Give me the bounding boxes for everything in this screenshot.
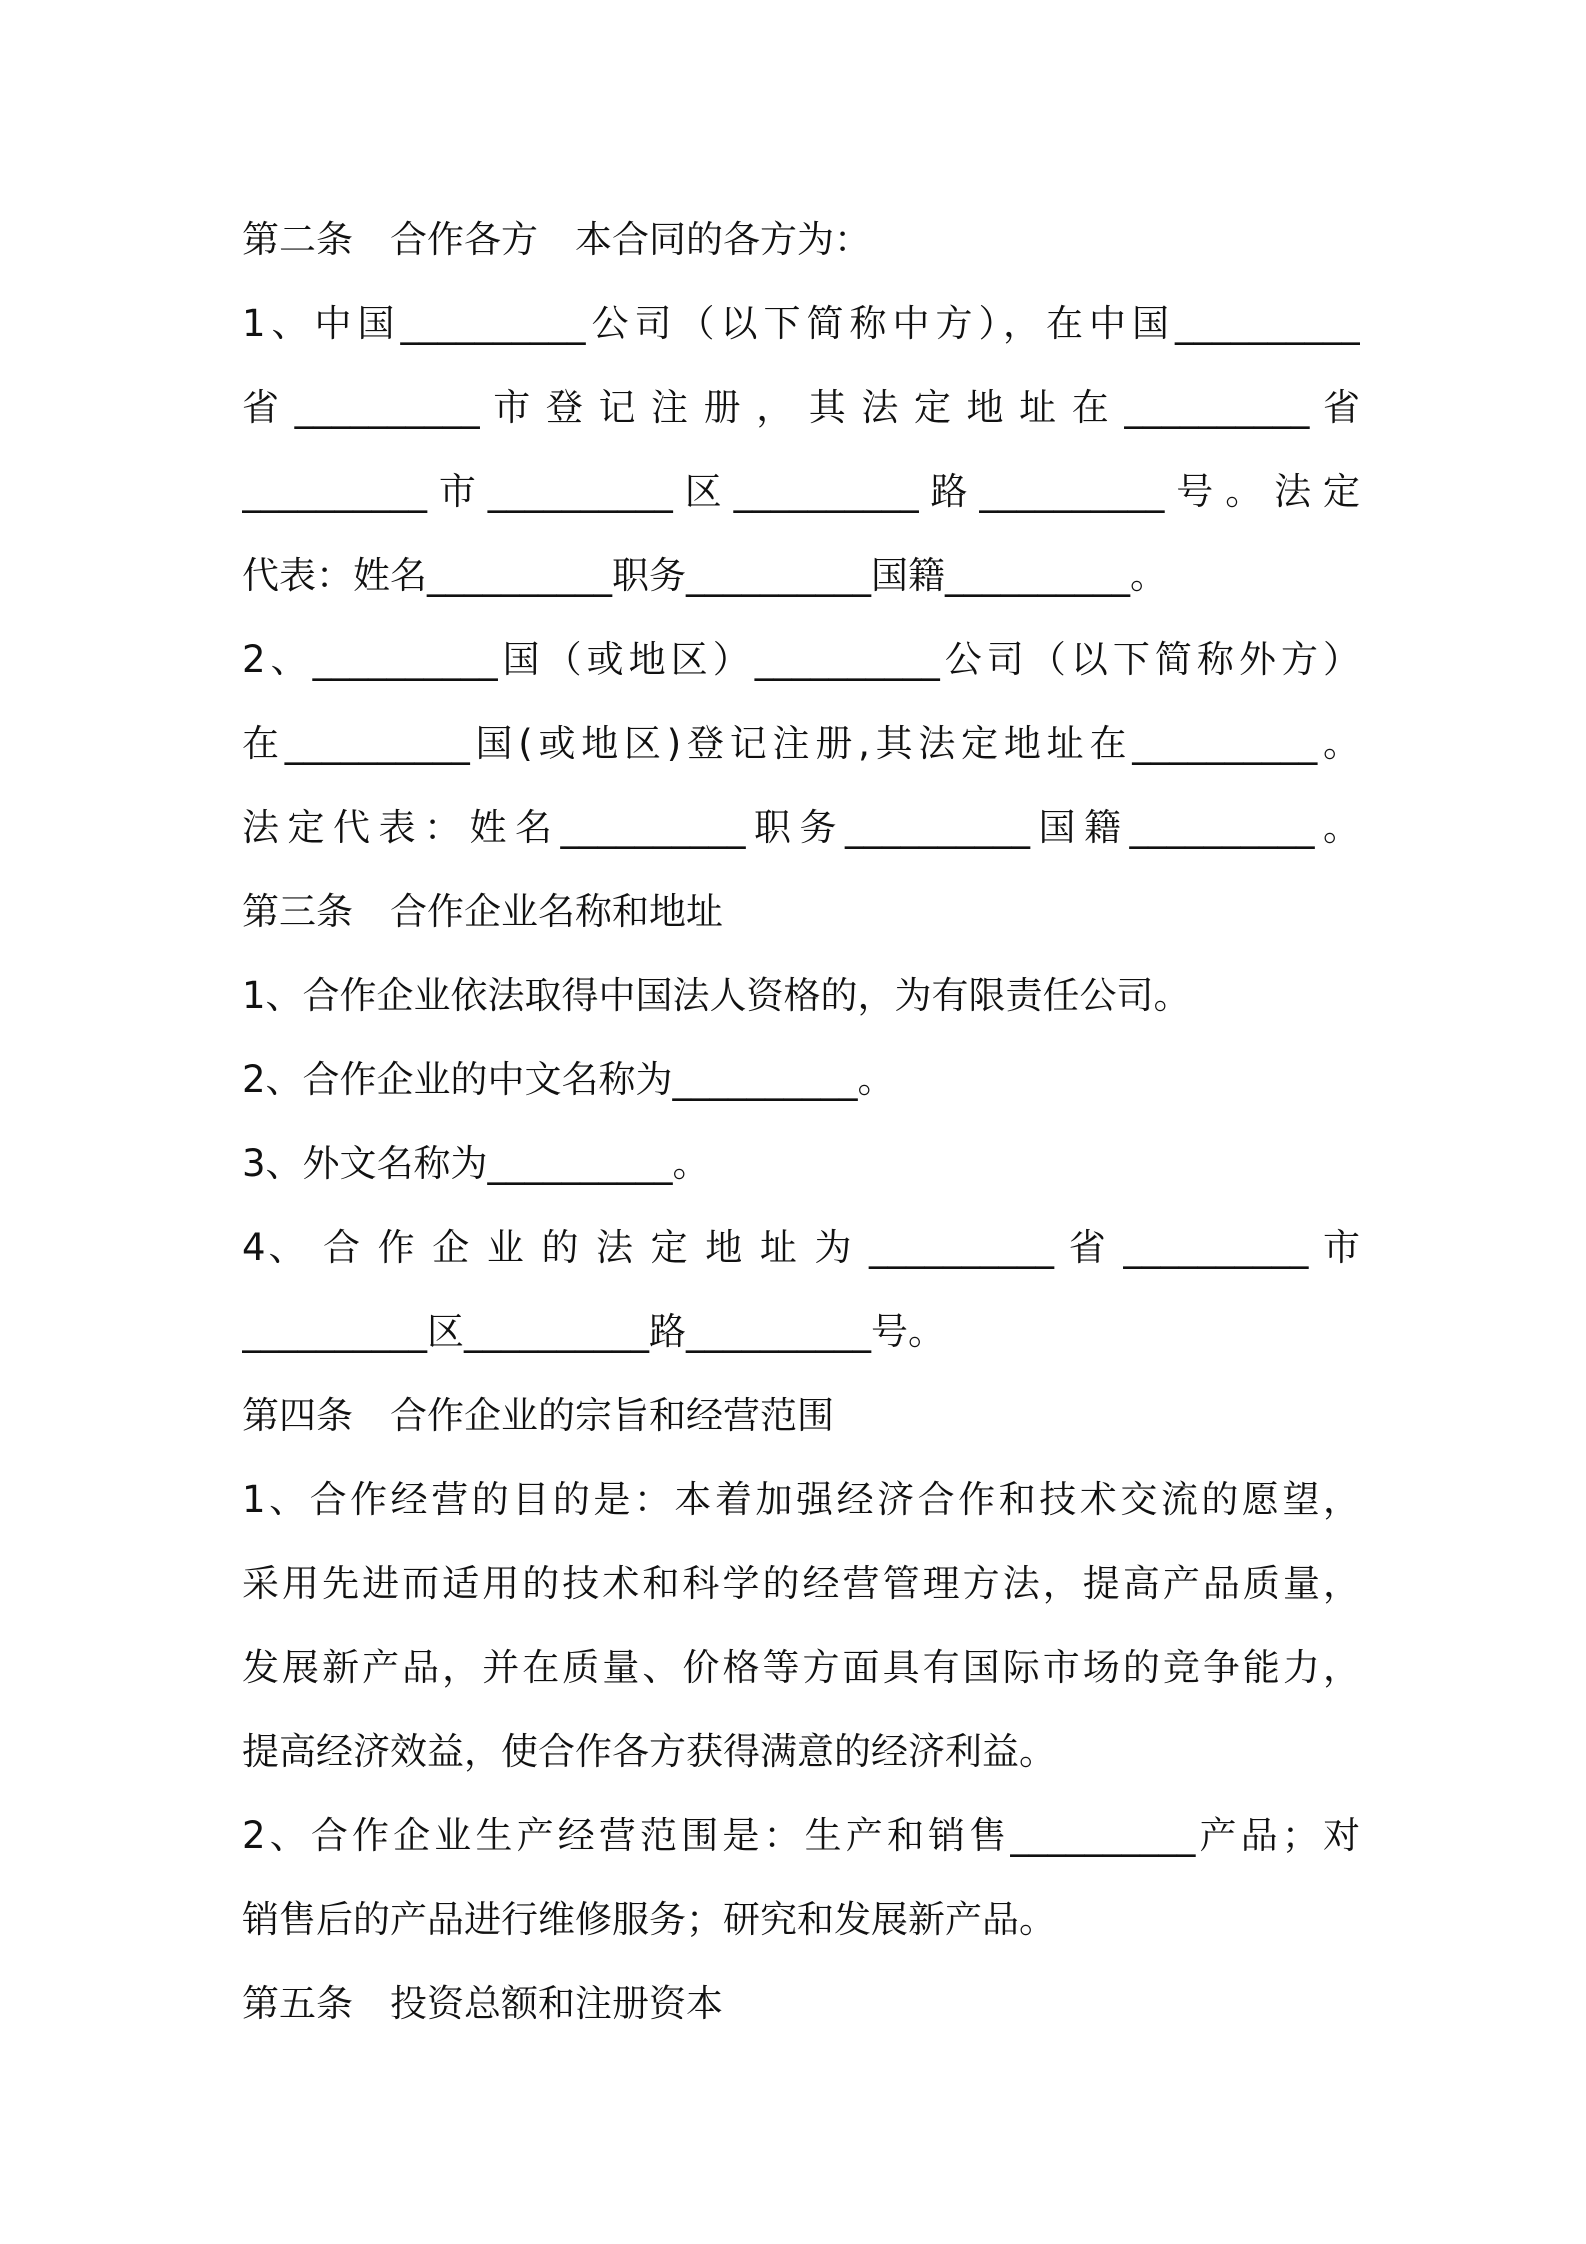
- article-2-heading: 第二条 合作各方 本合同的各方为：: [242, 218, 871, 261]
- party-2-line-2: 在__________国(或地区)登记注册,其法定地址在__________。: [242, 722, 1360, 765]
- article-3-item-1: 1、合作企业依法取得中国法人资格的，为有限责任公司。: [242, 974, 1191, 1017]
- article-3-item-4-line-2: __________区__________路__________号。: [242, 1310, 945, 1353]
- party-1-line-4: 代表：姓名__________职务__________国籍__________。: [242, 554, 1167, 597]
- article-4-item-1-line-3: 发展新产品，并在质量、价格等方面具有国际市场的竞争能力，: [242, 1646, 1360, 1689]
- article-4-item-1-line-2: 采用先进而适用的技术和科学的经营管理方法，提高产品质量，: [242, 1562, 1360, 1605]
- article-4-item-1-line-1: 1、合作经营的目的是：本着加强经济合作和技术交流的愿望，: [242, 1478, 1360, 1521]
- article-3-item-3: 3、外文名称为__________。: [242, 1142, 710, 1185]
- article-4-heading: 第四条 合作企业的宗旨和经营范围: [242, 1394, 834, 1437]
- article-3-item-4-line-1: 4、 合 作 企 业 的 法 定 地 址 为 __________ 省 __________ 市: [242, 1226, 1360, 1269]
- party-2-line-1: 2、__________国（或地区）__________公司（以下简称外方）: [242, 638, 1360, 681]
- document-body: [242, 198, 1360, 2046]
- article-5-heading: 第五条 投资总额和注册资本: [242, 1982, 723, 2025]
- party-1-line-2: 省 __________ 市 登 记 注 册 ， 其 法 定 地 址 在 __________ 省: [242, 386, 1360, 429]
- article-3-item-2: 2、合作企业的中文名称为__________。: [242, 1058, 895, 1101]
- article-4-item-2-line-2: 销售后的产品进行维修服务；研究和发展新产品。: [242, 1898, 1056, 1941]
- article-4-item-2-line-1: 2、合作企业生产经营范围是：生产和销售__________产品；对: [242, 1814, 1360, 1857]
- party-2-line-3: 法定代表：姓名__________职务__________国籍__________。: [242, 806, 1360, 849]
- article-4-item-1-line-4: 提高经济效益，使合作各方获得满意的经济利益。: [242, 1730, 1056, 1773]
- party-1-line-1: 1、中国__________公司（以下简称中方），在中国__________: [242, 302, 1360, 345]
- party-1-line-3: __________市__________区__________路__________号。法定: [242, 470, 1360, 513]
- article-3-heading: 第三条 合作企业名称和地址: [242, 890, 723, 933]
